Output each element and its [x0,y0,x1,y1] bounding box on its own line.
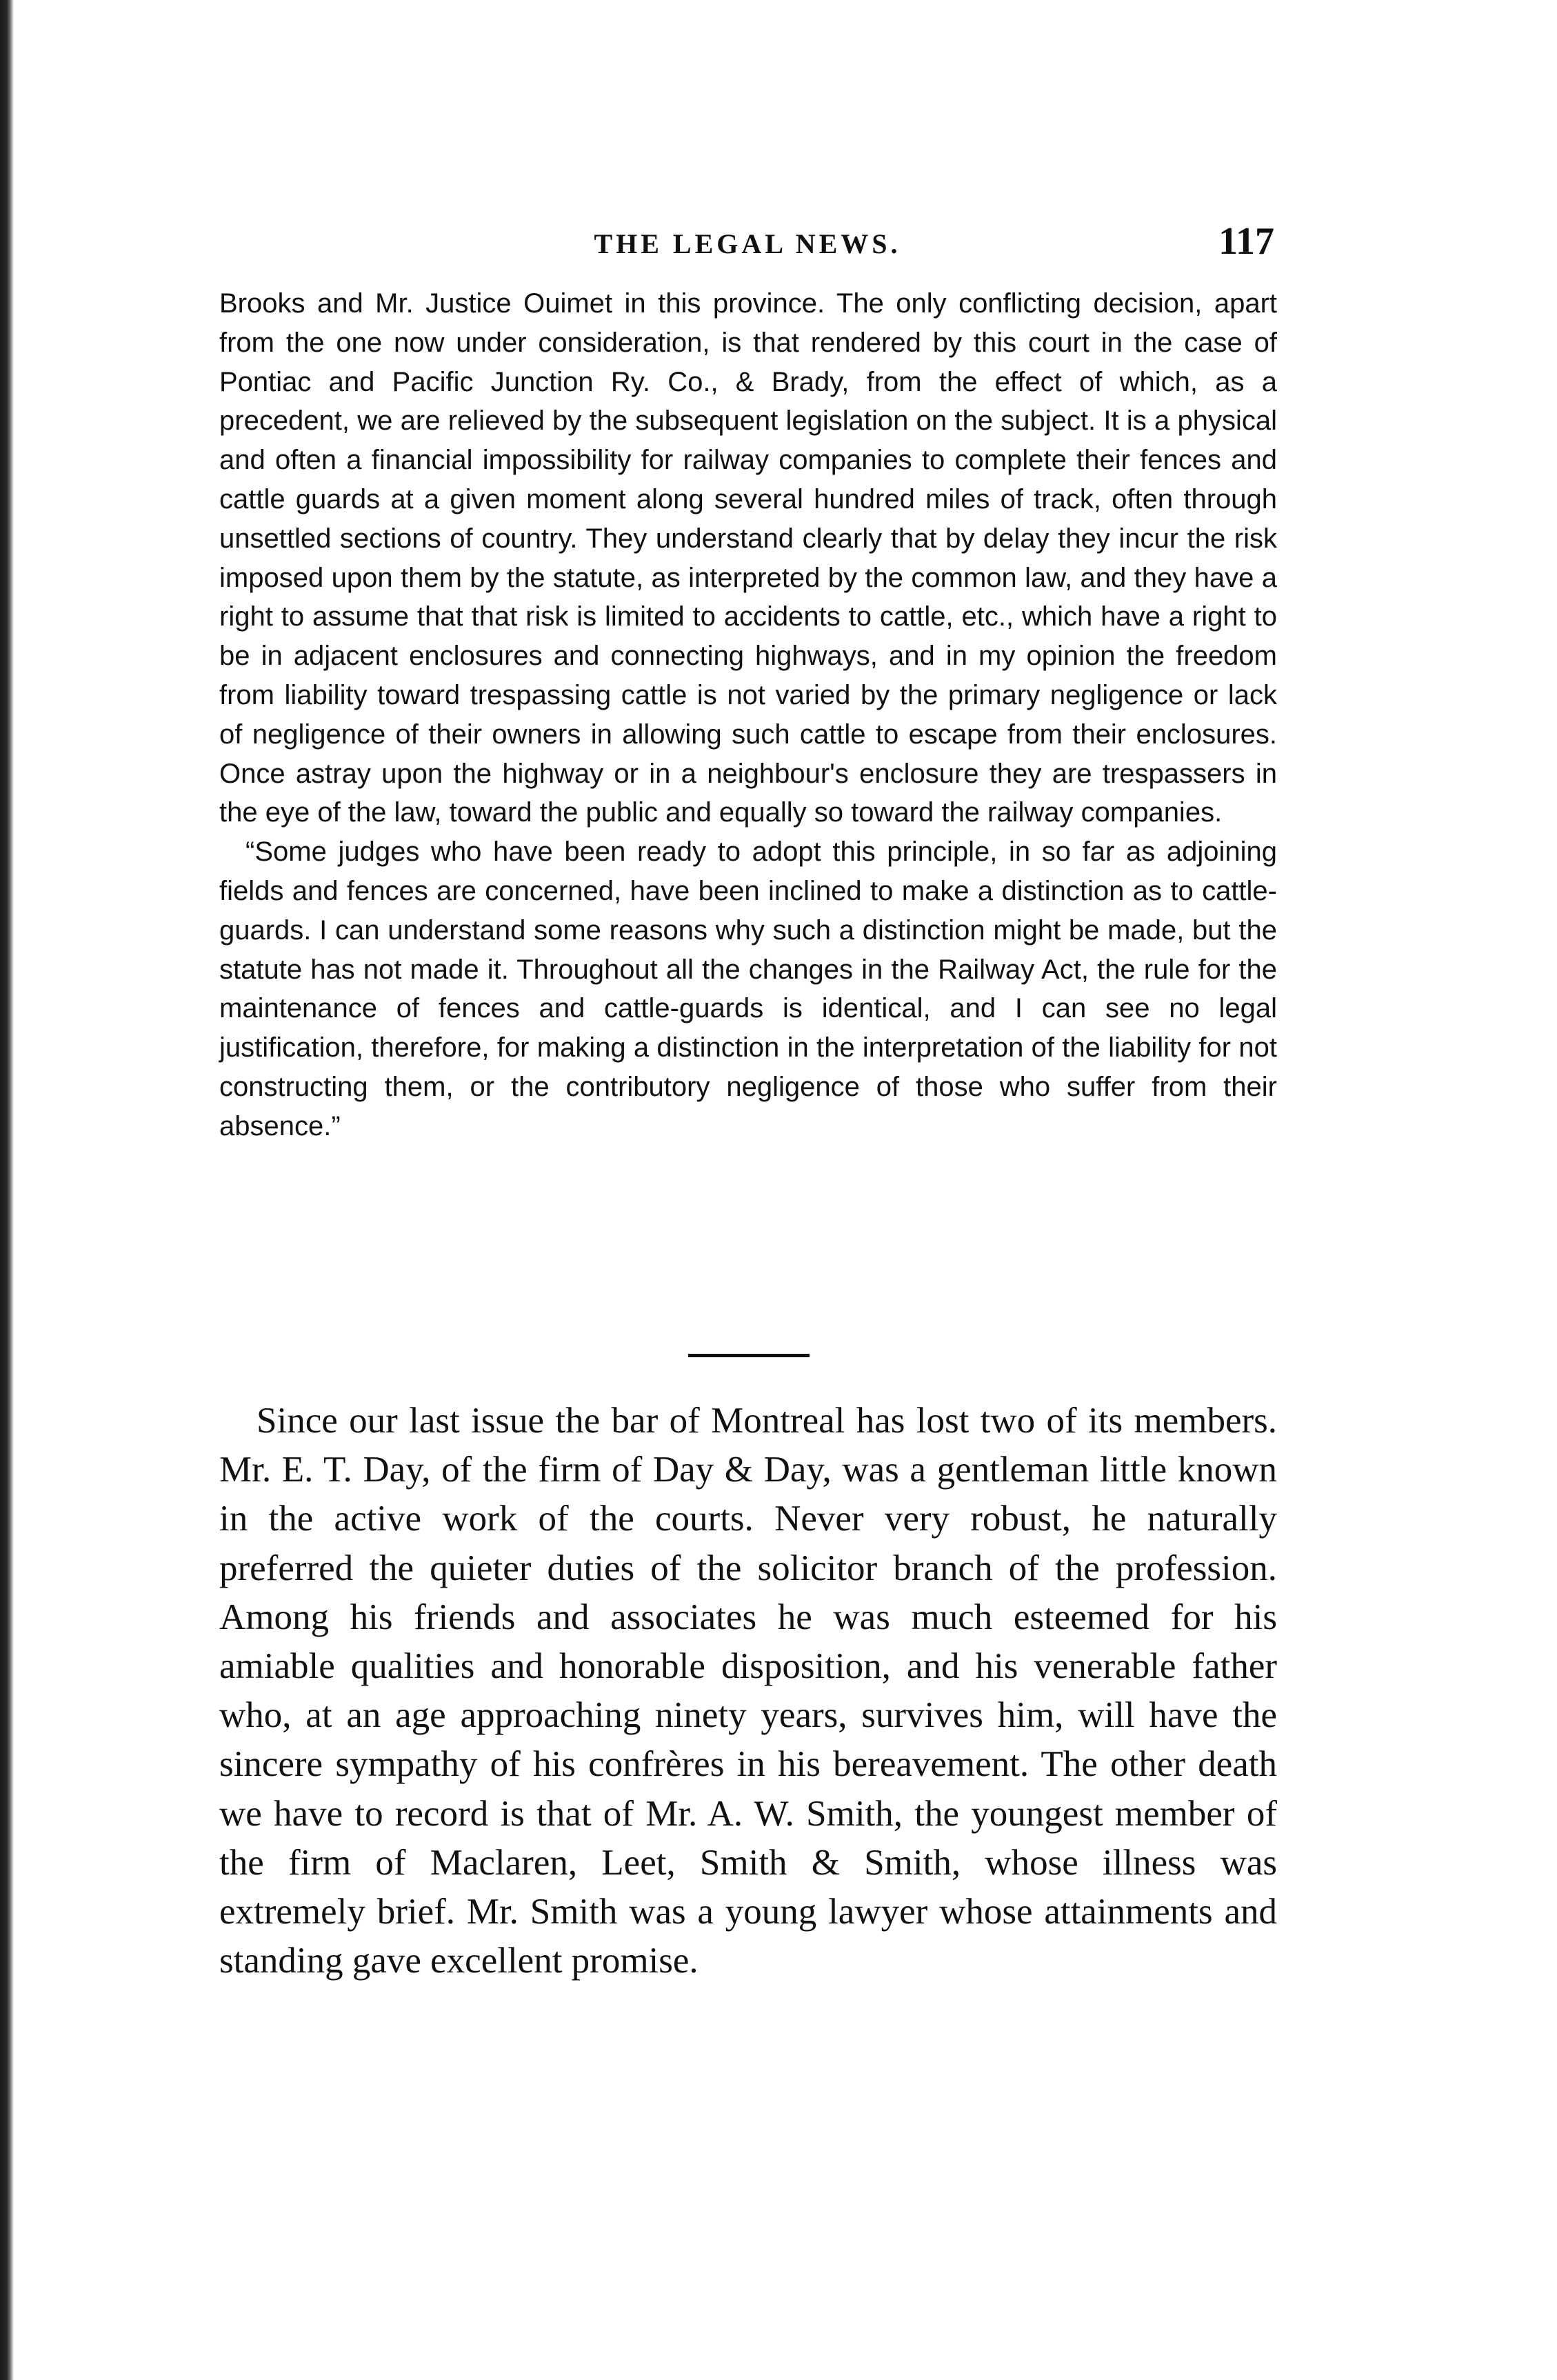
page-binding-edge [0,0,14,2380]
running-title: THE LEGAL NEWS. [594,228,901,259]
running-head [221,219,1274,274]
quoted-paragraph-1: Brooks and Mr. Justice Ouimet in this province. The only conflicting decision, apart from the one now under consideration, is that rendered by this court in the case of Pontiac and Pacific Junction Ry. Co., & Brady, from the effect of which, as a precedent, we are relieved by the subsequent legislation on the subject. It is a physical and often a financial impossibility for railway companies to complete their fences and cattle guards at a given moment along several hundred miles of track, often through unsettled sections of country. They understand clearly that by delay they incur the risk imposed upon them by the statute, as interpreted by the common law, and they have a right to assume that that risk is limited to accidents to cattle, etc., which have a right to be in adjacent enclosures and connecting highways, and in my opinion the freedom from liability toward trespassing cattle is not varied by the primary negligence or lack of negligence of their owners in allowing such cattle to escape from their enclosures. Once astray upon the highway or in a neighbour's enclosure they are trespassers in the eye of the law, toward the public and equally so toward the railway companies. [219,288,1277,828]
obituary-paragraph: Since our last issue the bar of Montreal has lost two of its members. Mr. E. T. Day, of the firm of Day & Day, was a gentleman little known in the active work of the courts. Never very robust, he naturally preferred the quieter duties of the solicitor branch of the profession. Among his friends and associates he was much esteemed for his amiable qualities and honorable disposition, and his venerable father who, at an age approaching ninety years, survives him, will have the sincere sympathy of his confrères in his bereavement. The other death we have to record is that of Mr. A. W. Smith, the youngest member of the firm of Maclaren, Leet, Smith & Smith, whose illness was extremely brief. Mr. Smith was a young lawyer whose attainments and standing gave excellent promise. [219,1401,1277,1981]
page-number: 117 [1218,220,1274,263]
section-divider [688,1354,810,1357]
quoted-paragraph-2: “Some judges who have been ready to adopt this principle, in so far as adjoining fields and fences are concerned, have been inclined to make a distinction as to cattle-guards. I can understand some reasons why such a distinction might be made, but the statute has not made it. Throughout all the changes in the Railway Act, the rule for the maintenance of fences and cattle-guards is identical, and I can see no legal justification, therefore, for making a distinction in the interpretation of the liability for not constructing them, or the contributory negligence of those who suffer from their absence.” [219,837,1277,1141]
quoted-judgment-passage [219,284,1277,1146]
